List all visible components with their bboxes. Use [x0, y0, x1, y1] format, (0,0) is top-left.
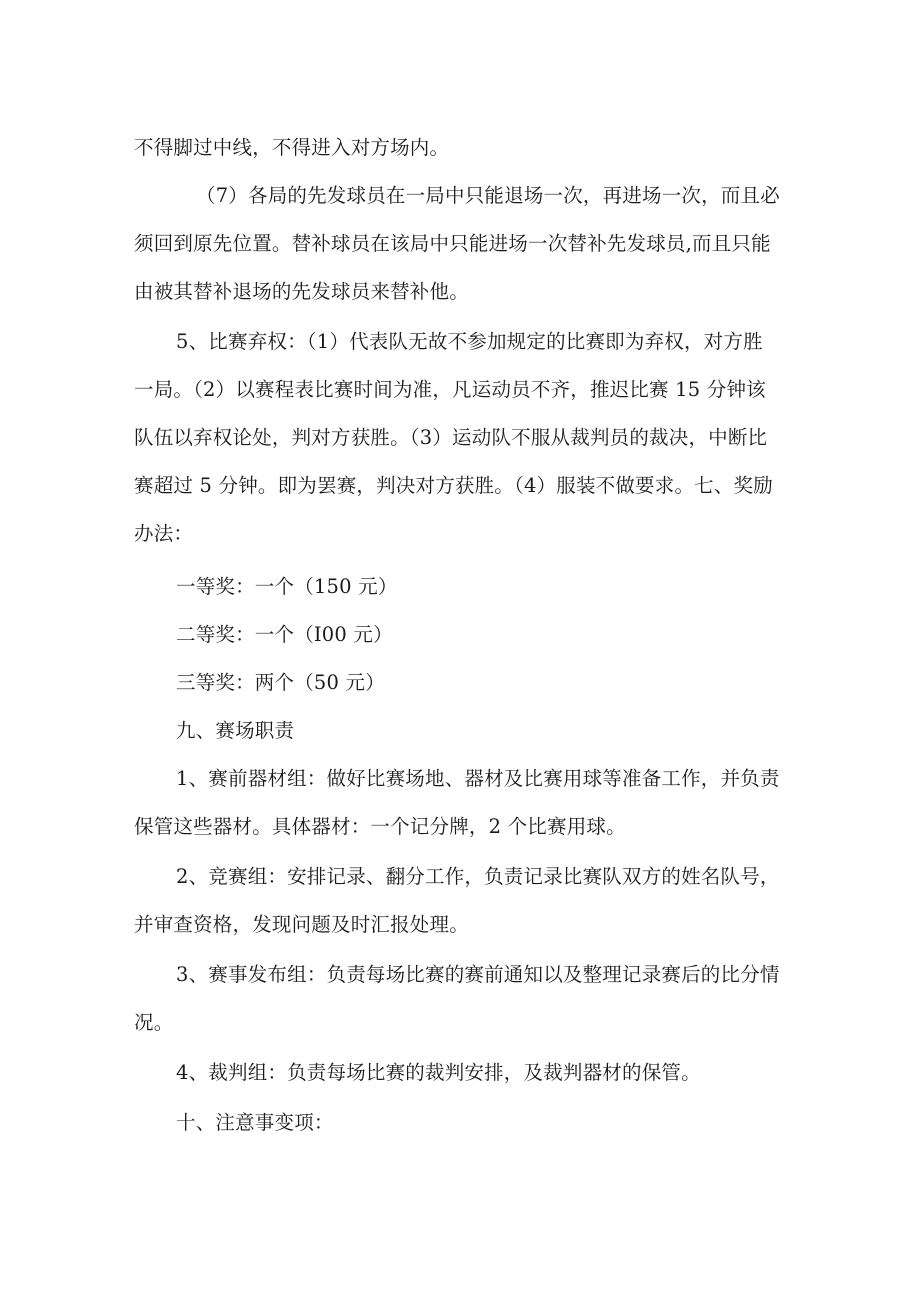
paragraph-publishing-group — [134, 951, 798, 1047]
text-line: 5、比赛弃权：（1）代表队无故不参加规定的比赛即为弃权，对方胜 — [176, 330, 763, 353]
text-line: 二等奖：一个（I00 元） — [176, 623, 393, 646]
text-line: 保管这些器材。具体器材：一个记分牌，2 个比赛用球。 — [134, 815, 626, 838]
text-line: 况。 — [134, 1011, 174, 1034]
text-line: 赛超过 5 分钟。即为罢赛，判决对方获胜。（4）服装不做要求。七、奖励 — [134, 474, 773, 497]
text-line: （7）各局的先发球员在一局中只能退场一次，再进场一次，而且必 — [196, 184, 780, 207]
section-heading-notes — [176, 1099, 840, 1147]
text-line: 1、赛前器材组：做好比赛场地、器材及比赛用球等准备工作，并负责 — [176, 767, 780, 790]
prize-third — [176, 659, 840, 707]
text-line: 不得脚过中线，不得进入对方场内。 — [134, 136, 450, 159]
paragraph-item-7 — [134, 172, 798, 316]
text-line: 2、竞赛组：安排记录、翻分工作，负责记录比赛队双方的姓名队号， — [176, 865, 780, 888]
text-line: 队伍以弃权论处，判对方获胜。（3）运动队不服从裁判员的裁决，中断比 — [134, 426, 768, 449]
text-line: 十、注意事变项： — [176, 1111, 334, 1134]
paragraph-forfeit-rules — [134, 318, 798, 558]
paragraph-equipment-group — [134, 755, 798, 851]
text-line: 4、裁判组：负责每场比赛的裁判安排，及裁判器材的保管。 — [176, 1061, 701, 1084]
text-line: 办法： — [134, 522, 194, 545]
text-line: 3、赛事发布组：负责每场比赛的赛前通知以及整理记录赛后的比分情 — [176, 963, 780, 986]
text-line: 由被其替补退场的先发球员来替补他。 — [134, 280, 469, 303]
paragraph-competition-group — [134, 853, 798, 949]
text-line: 并审查资格，发现问题及时汇报处理。 — [134, 913, 469, 936]
text-line: 一等奖：一个（150 元） — [176, 575, 398, 598]
text-line: 须回到原先位置。替补球员在该局中只能进场一次替补先发球员,而且只能 — [134, 232, 771, 255]
section-heading-venue-duties — [176, 707, 840, 755]
text-line: 三等奖：两个（50 元） — [176, 671, 385, 694]
text-line: 一局。（2）以赛程表比赛时间为准，凡运动员不齐，推迟比赛 15 分钟该 — [134, 378, 766, 401]
prize-second — [176, 611, 840, 659]
paragraph-continuation — [134, 124, 798, 172]
prize-first — [176, 563, 840, 611]
text-line: 九、赛场职责 — [176, 719, 295, 742]
paragraph-referee-group — [176, 1049, 840, 1097]
